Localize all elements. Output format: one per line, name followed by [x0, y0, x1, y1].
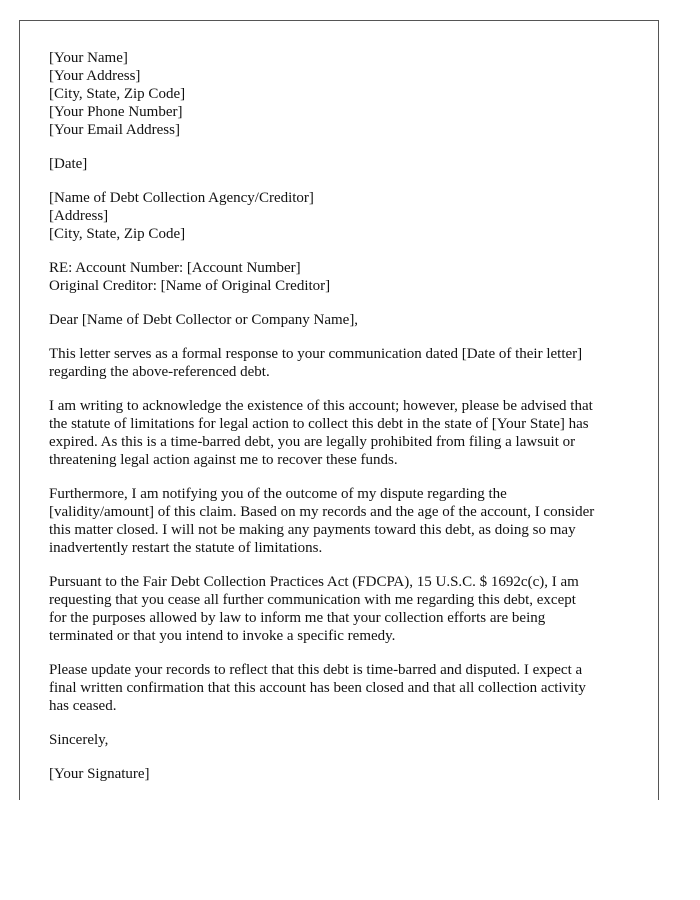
body-paragraph-3	[49, 485, 639, 557]
sender-block	[49, 49, 639, 139]
salutation-block	[49, 311, 639, 329]
sender-city-state-zip: [City, State, Zip Code]	[49, 86, 186, 102]
sender-phone: [Your Phone Number]	[49, 104, 183, 120]
paragraph-line: Please update your records to reflect that this debt is time-barred and disputed. I expect a	[49, 662, 583, 678]
paragraph-line: Pursuant to the Fair Debt Collection Practices Act (FDCPA), 15 U.S.C. $ 1692c(c), I am	[49, 574, 579, 590]
paragraph-line: I am writing to acknowledge the existence of this account; however, please be advised that	[49, 398, 593, 414]
re-block	[49, 259, 639, 295]
paragraph-line: the statute of limitations for legal action to collect this debt in the state of [Your State] has	[49, 416, 589, 432]
paragraph-line: expired. As this is a time-barred debt, you are legally prohibited from filing a lawsuit or	[49, 434, 576, 450]
sender-email: [Your Email Address]	[49, 122, 180, 138]
paragraph-line: threatening legal action against me to recover these funds.	[49, 452, 398, 468]
body-paragraph-4	[49, 573, 639, 645]
letter-content	[49, 49, 639, 799]
recipient-city-state-zip: [City, State, Zip Code]	[49, 226, 186, 242]
closing: Sincerely,	[49, 732, 109, 748]
re-original-creditor: Original Creditor: [Name of Original Creditor]	[49, 278, 331, 294]
letter-page	[19, 20, 659, 800]
paragraph-line: has ceased.	[49, 698, 117, 714]
recipient-block	[49, 189, 639, 243]
paragraph-line: regarding the above-referenced debt.	[49, 364, 270, 380]
re-account-number: RE: Account Number: [Account Number]	[49, 260, 301, 276]
letter-date: [Date]	[49, 156, 88, 172]
closing-block	[49, 731, 639, 749]
paragraph-line: [validity/amount] of this claim. Based on my records and the age of the account, I consider	[49, 504, 595, 520]
paragraph-line: terminated or that you intend to invoke a specific remedy.	[49, 628, 396, 644]
recipient-address: [Address]	[49, 208, 109, 224]
signature-block	[49, 765, 639, 783]
recipient-name: [Name of Debt Collection Agency/Creditor]	[49, 190, 314, 206]
salutation: Dear [Name of Debt Collector or Company Name],	[49, 312, 359, 328]
paragraph-line: Furthermore, I am notifying you of the outcome of my dispute regarding the	[49, 486, 507, 502]
paragraph-line: final written confirmation that this account has been closed and that all collection activity	[49, 680, 586, 696]
paragraph-line: This letter serves as a formal response to your communication dated [Date of their letter]	[49, 346, 583, 362]
date-block	[49, 155, 639, 173]
body-paragraph-1	[49, 345, 639, 381]
paragraph-line: requesting that you cease all further communication with me regarding this debt, except	[49, 592, 576, 608]
paragraph-line: inadvertently restart the statute of limitations.	[49, 540, 323, 556]
letter-body	[49, 345, 639, 715]
paragraph-line: for the purposes allowed by law to inform me that your collection efforts are being	[49, 610, 546, 626]
body-paragraph-2	[49, 397, 639, 469]
signature: [Your Signature]	[49, 766, 150, 782]
sender-address: [Your Address]	[49, 68, 141, 84]
paragraph-line: this matter closed. I will not be making any payments toward this debt, as doing so may	[49, 522, 576, 538]
sender-name: [Your Name]	[49, 50, 128, 66]
body-paragraph-5	[49, 661, 639, 715]
